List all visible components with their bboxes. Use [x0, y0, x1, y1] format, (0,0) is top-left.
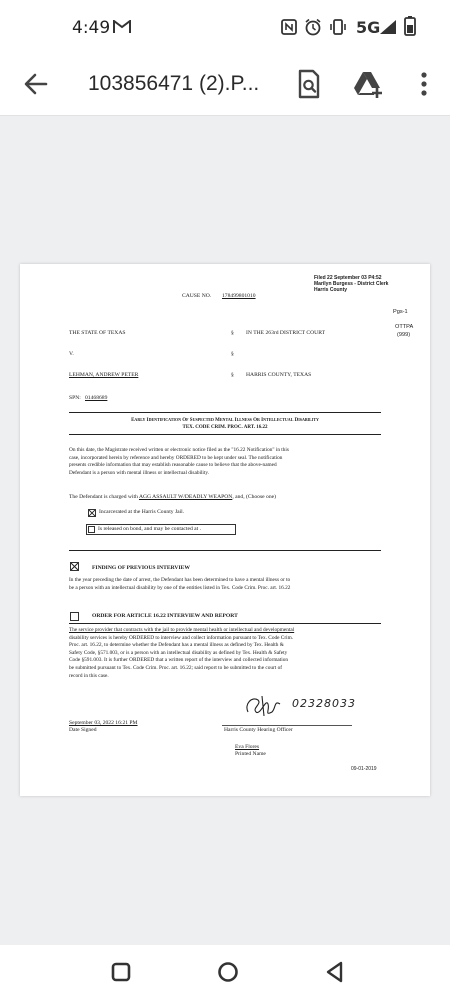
cause-no-label: CAUSE NO.	[182, 293, 212, 299]
order-title: ORDER FOR ARTICLE 16.22 INTERVIEW AND REPORT	[92, 613, 238, 619]
add-to-drive-icon[interactable]	[352, 68, 384, 100]
arrow-back-icon[interactable]	[22, 70, 50, 98]
charge-prefix: The Defendant is charged with	[69, 494, 138, 500]
versus: V.	[69, 351, 74, 357]
recents-square-icon[interactable]	[108, 959, 134, 985]
section-mark-2: §	[231, 351, 234, 357]
order-line-7: record in this case.	[69, 672, 109, 679]
notice-line-3: presents credible information that may establish reasonable cause to believe that the above-named	[69, 462, 277, 469]
order-line-1: The service provider that contracts with the jail to provide mental health or intellectual and developmental	[69, 627, 295, 633]
document-title: 103856471 (2).P...	[88, 72, 260, 95]
vibrate-icon	[329, 18, 347, 36]
gmail-icon	[113, 20, 131, 34]
printed-name-value: Eva Flores	[235, 744, 260, 750]
heading-line-1: Early Identification Of Suspected Mental Illness Or Intellectual Disability	[131, 418, 319, 423]
state-party: THE STATE OF TEXAS	[69, 330, 126, 336]
section-mark-3: §	[231, 372, 234, 378]
date-signed-label: Date Signed	[69, 727, 97, 733]
clerk-stamp-line-3: Harris County	[314, 287, 348, 293]
status-time: 4:49	[72, 18, 111, 38]
home-circle-icon[interactable]	[215, 959, 241, 985]
date-signed-value: September 03, 2022 16:21 PM	[69, 720, 138, 726]
search-in-document-icon[interactable]	[292, 68, 324, 100]
alarm-icon	[304, 18, 322, 36]
notice-line-1: On this date, the Magistrate received written or electronic notice filed as the "16.22 Notification" in this	[69, 447, 289, 453]
order-title-rule	[69, 623, 381, 624]
handwritten-number: 02328033	[292, 697, 356, 710]
incarcerated-checkbox[interactable]	[88, 509, 96, 517]
spn-label: SPN:	[69, 395, 81, 401]
system-nav-bar	[0, 945, 450, 1000]
spn-value: 01468689	[85, 395, 108, 401]
incarcerated-option: Incarcerated at the Harris County Jail.	[99, 509, 185, 515]
order-paragraph	[69, 627, 387, 680]
notice-paragraph	[69, 447, 387, 477]
officer-signature-rule	[222, 725, 352, 726]
ottpa-code: (999)	[397, 332, 411, 338]
network-type: 5G	[356, 18, 381, 37]
order-line-5: Code §591.003. It is further ORDERED that a written report of the interview and collected information	[69, 657, 289, 664]
clerk-stamp-line-1: Filed 22 September 03 P4:52	[314, 275, 382, 281]
ottpa-label: OTTPA	[395, 324, 414, 330]
battery-icon	[404, 16, 416, 36]
heading-line-2: TEX. CODE CRIM. PROC. ART. 16.22	[182, 425, 268, 430]
charge-value: AGG ASSAULT W/DEADLY WEAPON	[138, 494, 233, 500]
back-triangle-icon[interactable]	[322, 959, 348, 985]
finding-top-rule	[69, 550, 381, 551]
finding-line-2: be a person with an intellectual disability by one of the entities listed in Tex. Code Crim. Proc. art. 16.22	[69, 584, 291, 591]
status-bar	[0, 0, 450, 58]
finding-line-1: In the year preceding the date of arrest, the Defendant has been determined to have a mental illness or to	[69, 577, 291, 583]
defendant-name: LEHMAN, ANDREW PETER	[69, 372, 139, 378]
pages-count: Pgs-1	[393, 309, 408, 315]
section-mark-1: §	[231, 330, 234, 336]
heading-top-rule	[69, 412, 381, 413]
signal-icon	[379, 19, 397, 35]
finding-checkbox[interactable]	[70, 562, 79, 571]
released-checkbox[interactable]	[88, 526, 95, 533]
order-line-2: disability services is hereby ORDERED to interview and collect information pursuant to Tex. Code Crim.	[69, 634, 294, 641]
clerk-stamp-line-2: Marilyn Burgess - District Clerk	[314, 281, 389, 287]
order-line-6: be submitted pursuant to Tex. Code Crim. Proc. art. 16.22; said report to be submitted to the court of	[69, 664, 282, 671]
notice-line-4: Defendant is a person with mental illness or intellectual disability.	[69, 469, 209, 476]
notice-line-2: case, incorporated herein by reference and hereby ORDERED to be kept under seal. The notification	[69, 454, 283, 461]
order-line-3: Proc. art. 16.22, to determine whether the Defendant has a mental illness as defined by Tex. Health &	[69, 642, 284, 649]
document-page[interactable]	[20, 264, 430, 796]
app-bar	[0, 58, 450, 116]
cause-no: 178499801010	[222, 293, 256, 299]
order-line-4: Safety Code, §571.003, or is a person with an intellectual disability as defined by Tex. Health & Safety	[69, 649, 288, 656]
finding-paragraph	[69, 577, 387, 592]
charge-line	[69, 494, 276, 501]
more-vert-icon[interactable]	[408, 68, 440, 100]
printed-name-label: Printed Name	[235, 751, 266, 757]
officer-title: Harris County Hearing Officer	[224, 727, 293, 733]
released-option: Is released on bond, and may be contacted at .	[98, 526, 201, 532]
hearing-officer-signature	[242, 692, 290, 720]
charge-suffix: , and, (Choose one)	[232, 494, 276, 500]
form-date: 09-01-2019	[351, 766, 377, 772]
county-name: HARRIS COUNTY, TEXAS	[246, 372, 312, 378]
order-checkbox[interactable]	[70, 612, 79, 621]
court-name: IN THE 263rd DISTRICT COURT	[246, 330, 326, 336]
nfc-icon	[281, 19, 297, 35]
finding-title: FINDING OF PREVIOUS INTERVIEW	[92, 565, 190, 571]
heading-bottom-rule	[69, 434, 381, 435]
